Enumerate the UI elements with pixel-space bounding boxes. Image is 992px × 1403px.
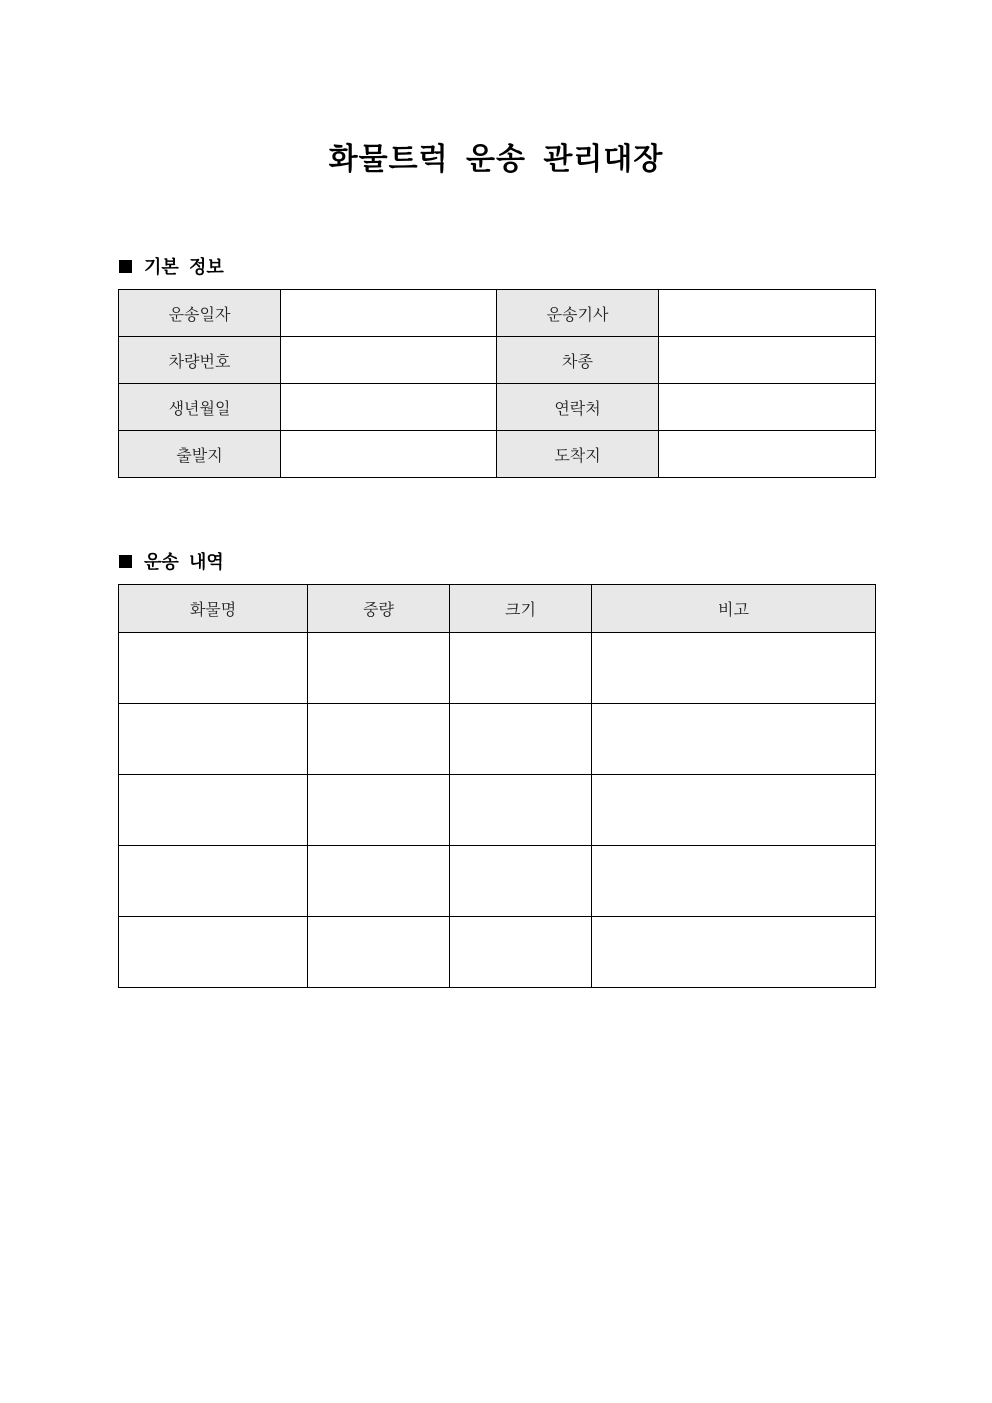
field-birth-date[interactable] — [281, 384, 497, 431]
field-origin[interactable] — [281, 431, 497, 478]
cell-weight[interactable] — [308, 775, 450, 846]
field-vehicle-type[interactable] — [659, 337, 876, 384]
field-driver[interactable] — [659, 290, 876, 337]
label-birth-date: 생년월일 — [119, 384, 281, 431]
label-origin: 출발지 — [119, 431, 281, 478]
section-heading-transport-history — [119, 548, 224, 574]
cell-remarks[interactable] — [592, 775, 876, 846]
section-heading-label: 운송 내역 — [144, 552, 224, 573]
cell-cargo-name[interactable] — [119, 704, 308, 775]
field-vehicle-number[interactable] — [281, 337, 497, 384]
field-destination[interactable] — [659, 431, 876, 478]
cell-size[interactable] — [450, 704, 592, 775]
page-title: 화물트럭 운송 관리대장 — [328, 142, 664, 177]
table-row — [119, 290, 876, 337]
table-row — [119, 384, 876, 431]
table-row — [119, 704, 876, 775]
table-row — [119, 633, 876, 704]
label-driver: 운송기사 — [497, 290, 659, 337]
section-heading-basic-info — [119, 253, 224, 279]
table-row — [119, 431, 876, 478]
table-row — [119, 337, 876, 384]
field-contact[interactable] — [659, 384, 876, 431]
cell-remarks[interactable] — [592, 917, 876, 988]
cell-remarks[interactable] — [592, 633, 876, 704]
column-header-size: 크기 — [450, 585, 592, 633]
cell-cargo-name[interactable] — [119, 633, 308, 704]
table-header-row — [119, 585, 876, 633]
cell-remarks[interactable] — [592, 704, 876, 775]
column-header-weight: 중량 — [308, 585, 450, 633]
cell-remarks[interactable] — [592, 846, 876, 917]
cell-weight[interactable] — [308, 917, 450, 988]
transport-history-table — [118, 584, 876, 988]
table-row — [119, 917, 876, 988]
field-transport-date[interactable] — [281, 290, 497, 337]
column-header-remarks: 비고 — [592, 585, 876, 633]
cell-size[interactable] — [450, 633, 592, 704]
section-heading-label: 기본 정보 — [144, 257, 224, 278]
square-bullet-icon — [119, 260, 132, 273]
label-contact: 연락처 — [497, 384, 659, 431]
basic-info-table — [118, 289, 876, 478]
label-vehicle-number: 차량번호 — [119, 337, 281, 384]
cell-cargo-name[interactable] — [119, 846, 308, 917]
square-bullet-icon — [119, 555, 132, 568]
cell-weight[interactable] — [308, 704, 450, 775]
cell-size[interactable] — [450, 775, 592, 846]
label-transport-date: 운송일자 — [119, 290, 281, 337]
cell-size[interactable] — [450, 846, 592, 917]
cell-cargo-name[interactable] — [119, 775, 308, 846]
cell-size[interactable] — [450, 917, 592, 988]
cell-cargo-name[interactable] — [119, 917, 308, 988]
table-row — [119, 846, 876, 917]
table-row — [119, 775, 876, 846]
cell-weight[interactable] — [308, 633, 450, 704]
label-destination: 도착지 — [497, 431, 659, 478]
cell-weight[interactable] — [308, 846, 450, 917]
column-header-cargo-name: 화물명 — [119, 585, 308, 633]
label-vehicle-type: 차종 — [497, 337, 659, 384]
